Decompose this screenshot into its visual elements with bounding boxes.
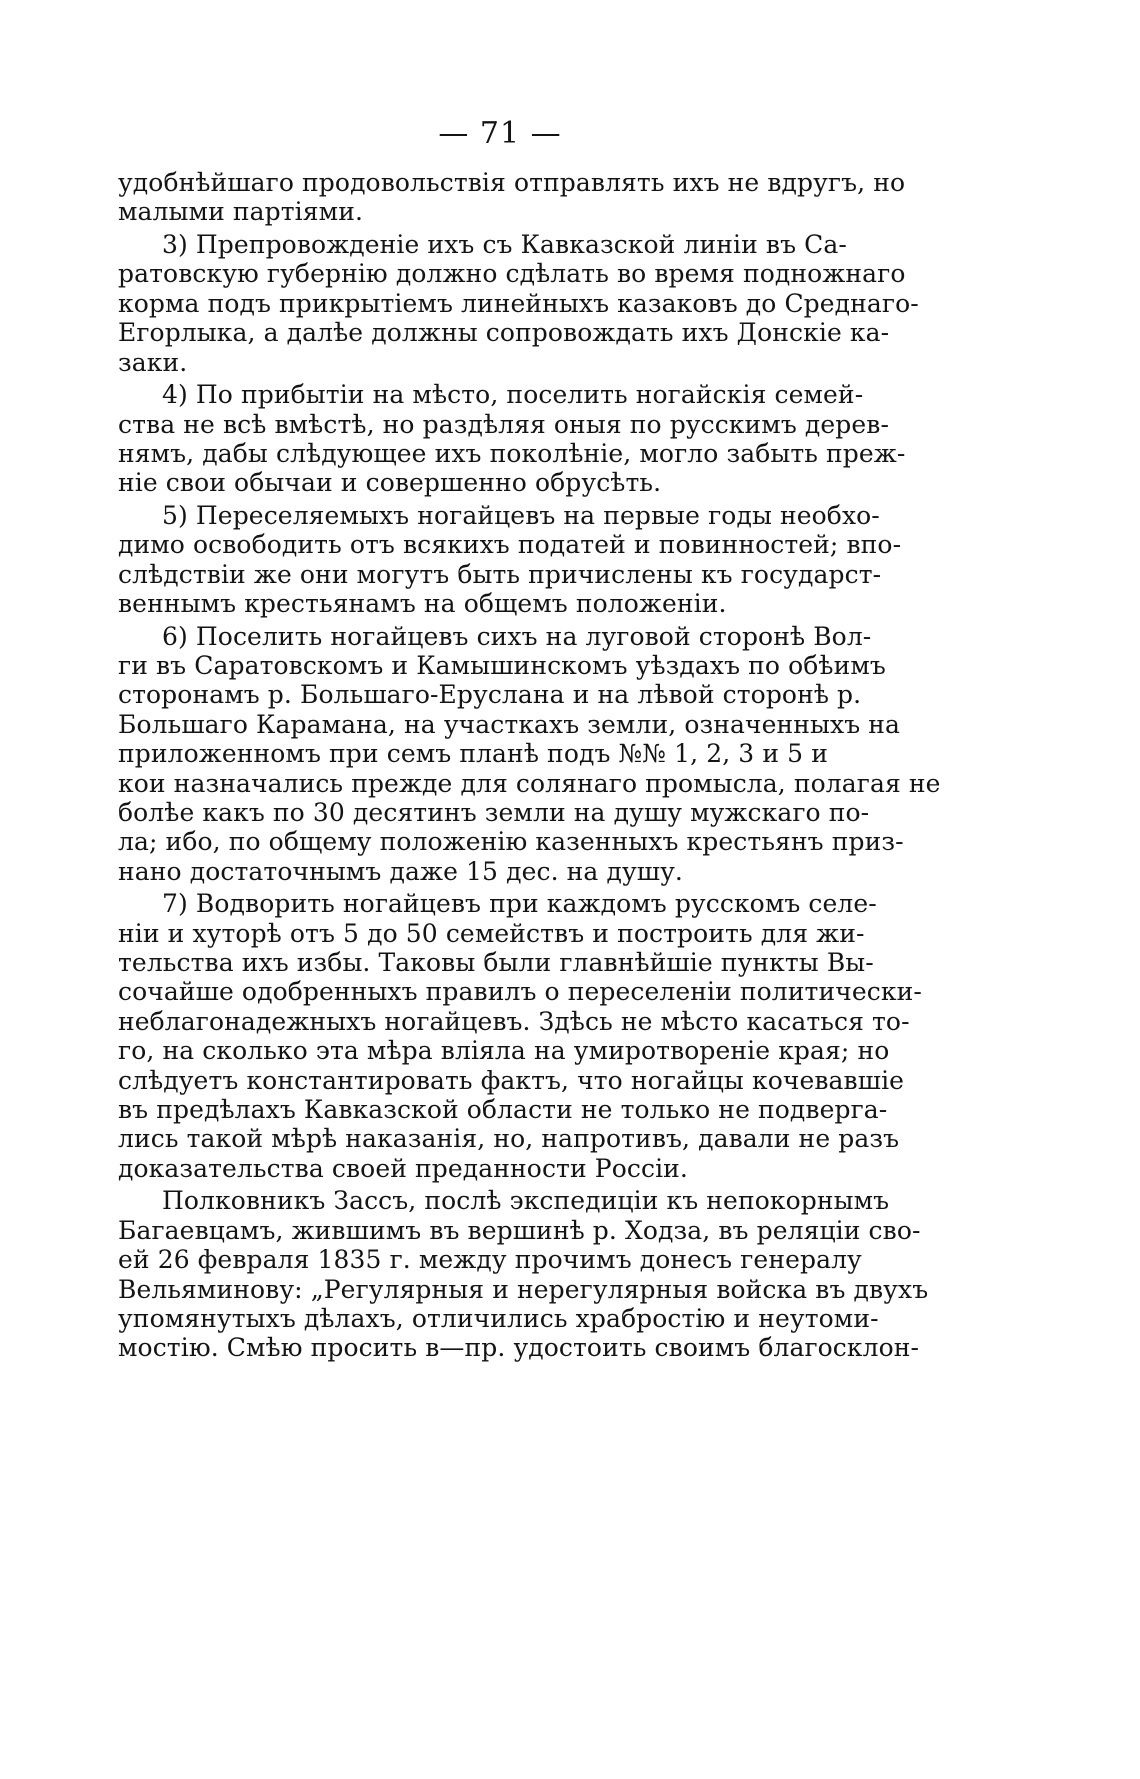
text-line: ги въ Саратовскомъ и Камышинскомъ уѣздахъ по обѣимъ bbox=[118, 651, 886, 680]
text-line: слѣдуетъ константировать фактъ, что ногайцы кочевавшіе bbox=[118, 1065, 905, 1095]
text-line: болѣе какъ по 30 десятинъ земли на душу мужскаго по- bbox=[118, 797, 870, 827]
text-line: корма подъ прикрытіемъ линейныхъ казаковъ до Среднаго- bbox=[118, 288, 919, 318]
text-line: ніе свои обычаи и совершенно обрусѣть. bbox=[118, 468, 662, 498]
paragraph bbox=[118, 168, 906, 227]
text-line: слѣдствіи же они могутъ быть причислены къ государст- bbox=[118, 559, 882, 589]
text-line: Полковникъ Зассъ, послѣ экспедиціи къ непокорнымъ bbox=[162, 1186, 890, 1216]
text-line: сторонамъ р. Большаго-Еруслана и на лѣвой сторонѣ р. bbox=[118, 680, 862, 710]
text-line: Вельяминову: „Регулярныя и нерегулярныя войска въ двухъ bbox=[118, 1274, 929, 1304]
paragraph bbox=[118, 380, 906, 498]
text-line: сочайше одобренныхъ правилъ о переселеніи политически- bbox=[118, 977, 922, 1007]
text-line: димо освободить отъ всякихъ податей и повинностей; впо- bbox=[118, 530, 902, 560]
text-line: неблагонадежныхъ ногайцевъ. Здѣсь не мѣсто касаться то- bbox=[118, 1006, 910, 1036]
text-line: 7) Водворить ногайцевъ при каждомъ русскомъ селе- bbox=[162, 889, 877, 919]
text-line: доказательства своей преданности Россіи. bbox=[118, 1153, 688, 1183]
text-line: 5) Переселяемыхъ ногайцевъ на первые годы необхо- bbox=[162, 500, 880, 530]
paragraph bbox=[118, 229, 919, 377]
paragraph bbox=[118, 621, 941, 887]
text-line: тельства ихъ избы. Таковы были главнѣйшіе пункты Вы- bbox=[118, 948, 874, 978]
text-line: кои назначались прежде для солянаго промысла, полагая не bbox=[118, 768, 941, 798]
text-line: ла; ибо, по общему положенію казенныхъ крестьянъ приз- bbox=[118, 827, 904, 857]
text-line: ей 26 февраля 1835 г. между прочимъ донесъ генералу bbox=[118, 1245, 862, 1275]
text-line: упомянутыхъ дѣлахъ, отличились храбростію и неутоми- bbox=[118, 1303, 879, 1333]
page-number: — 71 — bbox=[438, 116, 562, 151]
text-line: приложенномъ при семъ планѣ подъ №№ 1, 2, 3 и 5 и bbox=[118, 739, 828, 769]
text-line: веннымъ крестьянамъ на общемъ положеніи. bbox=[118, 589, 727, 619]
text-line: Большаго Карамана, на участкахъ земли, означенныхъ на bbox=[118, 709, 901, 739]
text-line: нямъ, дабы слѣдующее ихъ поколѣніе, могло забыть преж- bbox=[118, 438, 906, 468]
text-line: ства не всѣ вмѣстѣ, но раздѣляя оныя по русскимъ дерев- bbox=[118, 409, 890, 439]
paragraph bbox=[118, 889, 922, 1183]
text-line: 4) По прибытіи на мѣсто, поселить ногайскія семей- bbox=[162, 380, 864, 410]
body-text bbox=[118, 168, 941, 1366]
text-line: Багаевцамъ, жившимъ въ вершинѣ р. Ходза, въ реляціи сво- bbox=[118, 1215, 921, 1245]
text-line: ратовскую губернію должно сдѣлать во время подножнаго bbox=[118, 259, 906, 289]
paragraph bbox=[118, 1186, 929, 1363]
text-line: Егорлыка, а далѣе должны сопровождать ихъ Донскіе ка- bbox=[118, 318, 890, 348]
text-line: заки. bbox=[118, 347, 188, 377]
paragraph bbox=[118, 500, 902, 619]
text-line: малыми партіями. bbox=[118, 197, 364, 227]
text-line: ніи и хуторѣ отъ 5 до 50 семействъ и построить для жи- bbox=[118, 918, 865, 948]
text-line: 6) Поселить ногайцевъ сихъ на луговой сторонѣ Вол- bbox=[162, 621, 872, 651]
text-line: го, на сколько эта мѣра вліяла на умиротвореніе края; но bbox=[118, 1036, 890, 1066]
text-line: удобнѣйшаго продовольствія отправлять ихъ не вдругъ, но bbox=[118, 168, 906, 197]
text-line: въ предѣлахъ Кавказской области не только не подверга- bbox=[118, 1095, 888, 1125]
text-line: нано достаточнымъ даже 15 дес. на душу. bbox=[118, 856, 683, 886]
text-line: мостію. Смѣю просить в—пр. удостоить своимъ благосклон- bbox=[118, 1333, 920, 1363]
text-line: 3) Препровожденіе ихъ съ Кавказской линіи въ Са- bbox=[162, 229, 847, 259]
text-line: лись такой мѣрѣ наказанія, но, напротивъ, давали не разъ bbox=[118, 1124, 900, 1154]
